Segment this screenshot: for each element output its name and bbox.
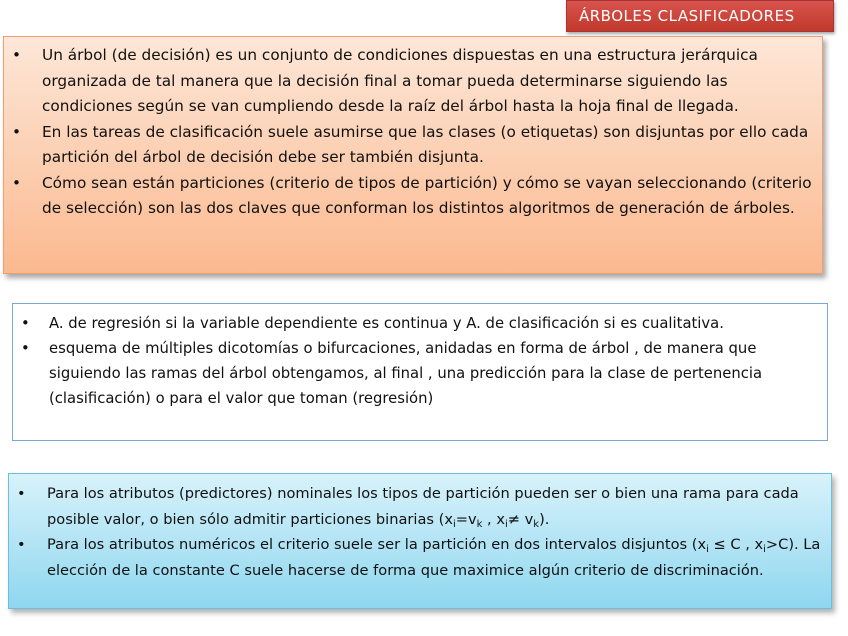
bullet-icon: • xyxy=(12,46,22,64)
bullet-icon: • xyxy=(17,536,26,553)
bullet-icon: • xyxy=(12,173,22,192)
list-item: • Para los atributos (predictores) nominales los tipos de partición pueden ser o bien una rama para cada posible valor, o bien sólo admitir particiones binarias ($x_i=v_k$ , $x_i\ne v_k$). xyxy=(17,481,825,532)
slide-title: ÁRBOLES CLASIFICADORES xyxy=(566,0,834,32)
bullet-icon: • xyxy=(21,340,30,357)
list-item: • Para los atributos numéricos el criterio suele ser la partición en dos intervalos disjuntos ($x_i \le C$ , $x_i>C$). La elección de la constante C suele hacerse de forma que maximice algún criterio de discriminación. xyxy=(17,532,825,583)
list-item: • Un árbol (de decisión) es un conjunto de condiciones dispuestas en una estructura jerárquica organizada de tal manera que la decisión final a tomar pueda determinarse siguiendo las condiciones según se van cumpliendo desde la raíz del árbol hasta la hoja final de llegada. xyxy=(12,43,814,120)
bullet-icon: • xyxy=(21,315,30,332)
list-item: • esquema de múltiples dicotomías o bifurcaciones, anidadas en forma de árbol , de manera que siguiendo las ramas del árbol obtengamos, al final , una predicción para la clase de pertenencia (clasificación) o para el valor que toman (regresión) xyxy=(21,336,819,411)
list-item: • En las tareas de clasificación suele asumirse que las clases (o etiquetas) son disjuntas por ello cada partición del árbol de decisión debe ser también disjunta. xyxy=(12,120,814,171)
bullet-icon: • xyxy=(17,485,26,502)
tree-types-box xyxy=(12,303,828,441)
partition-criteria-box xyxy=(8,473,832,609)
bullet-icon: • xyxy=(12,122,22,141)
list-item: • Cómo sean están particiones (criterio de tipos de partición) y cómo se vayan seleccionando (criterio de selección) son las dos claves que conforman los distintos algoritmos de generación de árboles. xyxy=(12,171,814,222)
definition-box xyxy=(3,36,823,274)
list-item: • A. de regresión si la variable dependiente es continua y A. de clasificación si es cualitativa. xyxy=(21,311,819,336)
